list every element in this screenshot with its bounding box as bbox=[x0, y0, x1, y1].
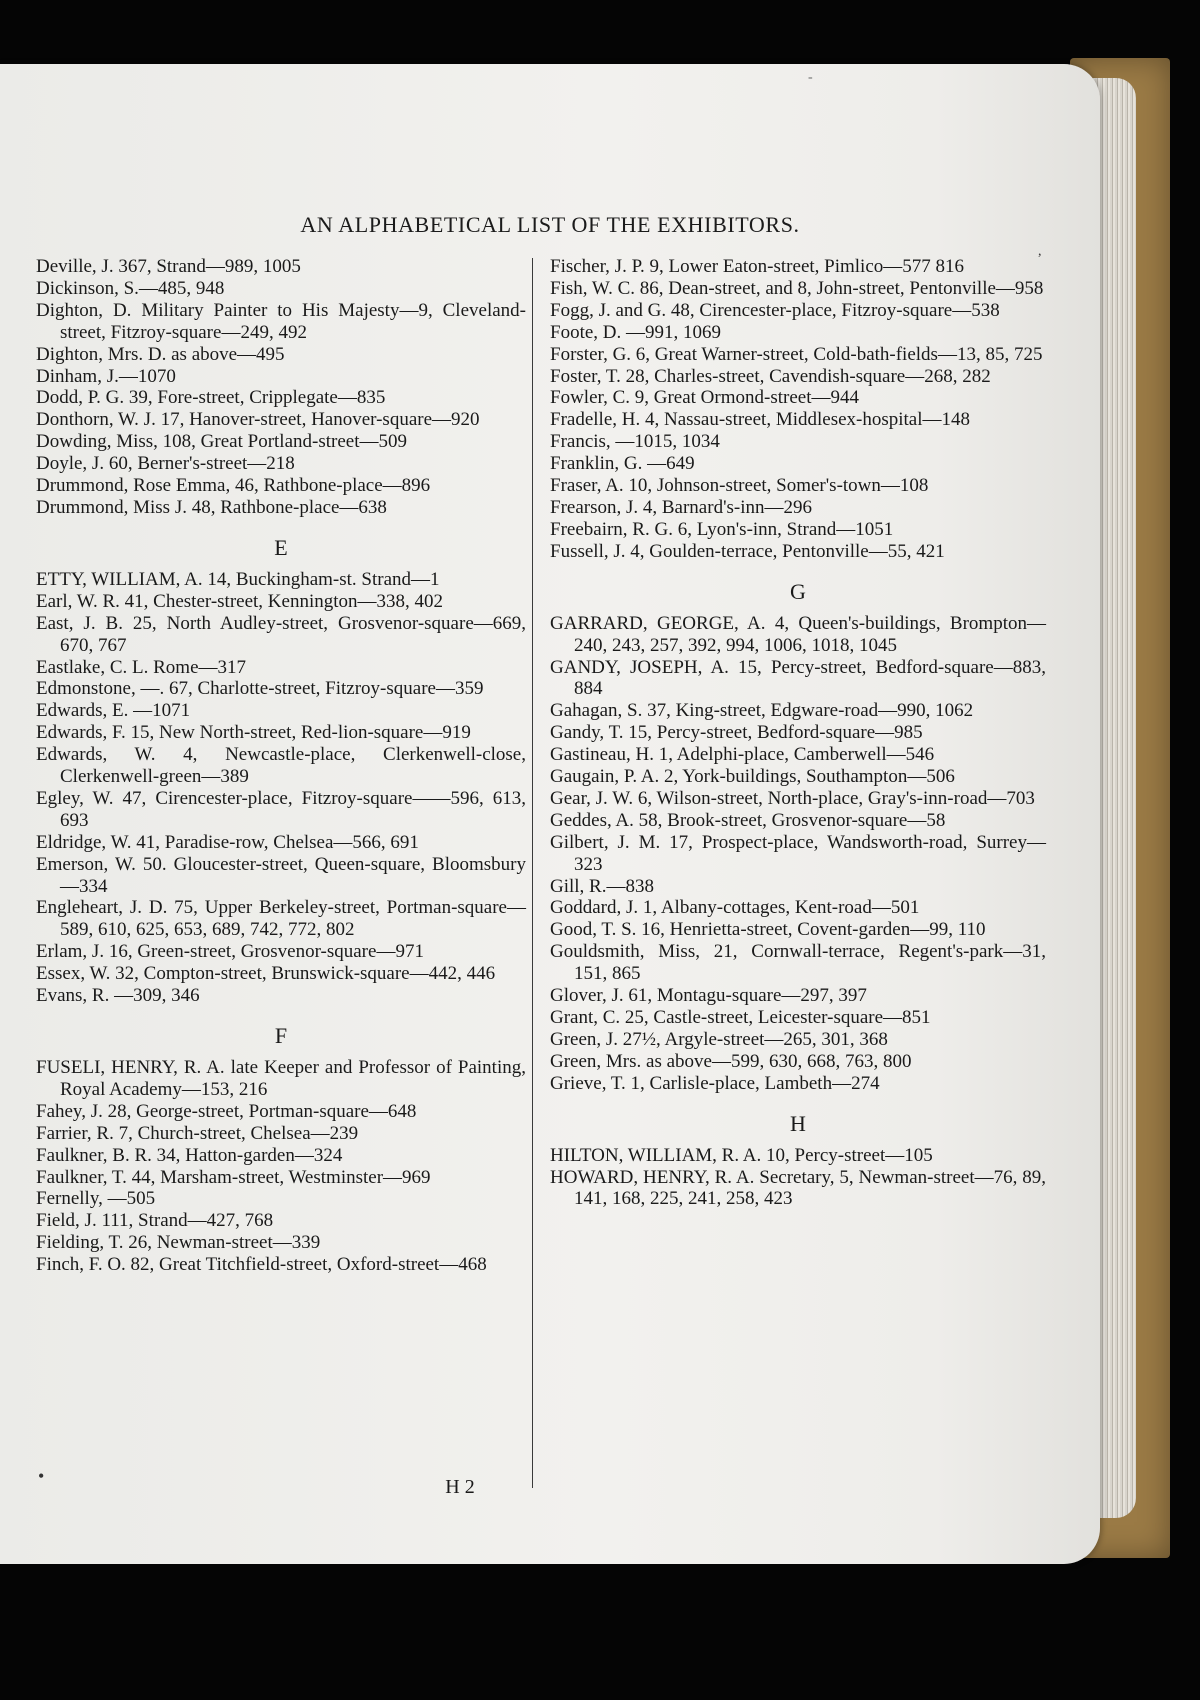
section-letter: H bbox=[790, 1110, 806, 1136]
exhibitor-entry: FUSELI, HENRY, R. A. late Keeper and Professor of Painting, Royal Academy—153, 216 bbox=[36, 1057, 526, 1100]
exhibitor-entry: Erlam, J. 16, Green-street, Grosvenor-square—971 bbox=[36, 941, 424, 963]
exhibitor-entry: Evans, R. —309, 346 bbox=[36, 985, 200, 1007]
exhibitor-entry: Freebairn, R. G. 6, Lyon's-inn, Strand—1051 bbox=[550, 518, 894, 540]
exhibitor-entry: Fielding, T. 26, Newman-street—339 bbox=[36, 1232, 321, 1254]
bottom-margin-dot: • bbox=[38, 1466, 45, 1486]
exhibitor-entry: Fogg, J. and G. 48, Cirencester-place, Fitzroy-square—538 bbox=[550, 299, 1000, 321]
exhibitor-entry: Green, Mrs. as above—599, 630, 668, 763, 800 bbox=[550, 1050, 912, 1072]
exhibitor-entry: Fischer, J. P. 9, Lower Eaton-street, Pimlico—577 816 bbox=[550, 256, 965, 277]
exhibitor-entry: Good, T. S. 16, Henrietta-street, Covent-garden—99, 110 bbox=[550, 919, 986, 941]
exhibitor-entry: Gastineau, H. 1, Adelphi-place, Camberwell—546 bbox=[550, 744, 935, 766]
left-column bbox=[36, 256, 526, 1276]
exhibitor-entry: Edwards, W. 4, Newcastle-place, Clerkenwell-close, Clerkenwell-green—389 bbox=[36, 744, 526, 788]
exhibitor-entry: Francis, —1015, 1034 bbox=[550, 431, 720, 453]
exhibitor-entry: Glover, J. 61, Montagu-square—297, 397 bbox=[550, 985, 867, 1007]
exhibitor-entry: Eldridge, W. 41, Paradise-row, Chelsea—566, 691 bbox=[36, 831, 419, 853]
exhibitor-entry: Grant, C. 25, Castle-street, Leicester-square—851 bbox=[550, 1007, 931, 1028]
exhibitor-entry: Forster, G. 6, Great Warner-street, Cold-bath-fields—13, 85, 725 bbox=[550, 343, 1043, 365]
exhibitor-entry: Fowler, C. 9, Great Ormond-street—944 bbox=[550, 387, 859, 409]
exhibitor-entry: Goddard, J. 1, Albany-cottages, Kent-road—501 bbox=[550, 897, 920, 919]
exhibitor-entry: Gill, R.—838 bbox=[550, 875, 654, 897]
exhibitor-entry: HILTON, WILLIAM, R. A. 10, Percy-street—105 bbox=[550, 1144, 933, 1166]
exhibitor-entry: Fussell, J. 4, Goulden-terrace, Pentonville—55, 421 bbox=[550, 540, 945, 562]
exhibitor-entry: Fahey, J. 28, George-street, Portman-square—648 bbox=[36, 1100, 417, 1122]
exhibitor-entry: Essex, W. 32, Compton-street, Brunswick-square—442, 446 bbox=[36, 963, 496, 985]
section-letter: E bbox=[274, 534, 288, 560]
exhibitor-entry: Faulkner, B. R. 34, Hatton-garden—324 bbox=[36, 1144, 343, 1166]
exhibitor-entry: East, J. B. 25, North Audley-street, Grosvenor-square—669, 670, 767 bbox=[36, 612, 526, 656]
exhibitor-entry: Engleheart, J. D. 75, Upper Berkeley-street, Portman-square—589, 610, 625, 653, 689, 742, 772, 802 bbox=[36, 897, 526, 941]
exhibitor-entry: Field, J. 111, Strand—427, 768 bbox=[36, 1210, 274, 1232]
exhibitor-entry: Dighton, D. Military Painter to His Majesty—9, Cleveland-street, Fitzroy-square—249, 492 bbox=[36, 299, 526, 343]
exhibitor-entry: Eastlake, C. L. Rome—317 bbox=[36, 656, 247, 678]
exhibitor-entry: GARRARD, GEORGE, A. 4, Queen's-buildings, Brompton—240, 243, 257, 392, 994, 1006, 1018, 1045 bbox=[550, 612, 1046, 656]
page-title: AN ALPHABETICAL LIST OF THE EXHIBITORS. bbox=[300, 212, 800, 237]
exhibitor-entry: Gandy, T. 15, Percy-street, Bedford-square—985 bbox=[550, 722, 923, 744]
exhibitor-entry: Emerson, W. 50. Gloucester-street, Queen-square, Bloomsbury—334 bbox=[36, 853, 526, 897]
exhibitor-entry: Grieve, T. 1, Carlisle-place, Lambeth—274 bbox=[550, 1072, 880, 1094]
exhibitor-entry: Drummond, Rose Emma, 46, Rathbone-place—896 bbox=[36, 475, 431, 497]
exhibitor-entry: Dighton, Mrs. D. as above—495 bbox=[36, 343, 285, 365]
exhibitor-entry: Dinham, J.—1070 bbox=[36, 365, 176, 387]
exhibitor-entry: Fradelle, H. 4, Nassau-street, Middlesex-hospital—148 bbox=[550, 409, 971, 431]
exhibitor-entry: Fraser, A. 10, Johnson-street, Somer's-town—108 bbox=[550, 475, 929, 497]
margin-mark: - bbox=[808, 70, 813, 85]
exhibitor-entry: Edwards, E. —1071 bbox=[36, 700, 191, 722]
exhibitor-entry: Fernelly, —505 bbox=[36, 1188, 156, 1210]
exhibitor-entry: Faulkner, T. 44, Marsham-street, Westminster—969 bbox=[36, 1166, 431, 1188]
exhibitor-entry: GANDY, JOSEPH, A. 15, Percy-street, Bedford-square—883, 884 bbox=[550, 656, 1046, 700]
exhibitor-entry: Deville, J. 367, Strand—989, 1005 bbox=[36, 256, 301, 277]
exhibitor-entry: Geddes, A. 58, Brook-street, Grosvenor-square—58 bbox=[550, 809, 946, 831]
signature-mark: H 2 bbox=[445, 1476, 475, 1498]
column-divider bbox=[532, 258, 533, 1488]
exhibitor-entry: Green, J. 27½, Argyle-street—265, 301, 368 bbox=[550, 1028, 888, 1050]
exhibitor-entry: Dickinson, S.—485, 948 bbox=[36, 277, 225, 299]
exhibitor-entry: Foster, T. 28, Charles-street, Cavendish-square—268, 282 bbox=[550, 365, 991, 387]
exhibitor-entry: Gahagan, S. 37, King-street, Edgware-road—990, 1062 bbox=[550, 700, 974, 722]
exhibitor-entry: Edwards, F. 15, New North-street, Red-lion-square—919 bbox=[36, 722, 471, 744]
exhibitor-entry: Finch, F. O. 82, Great Titchfield-street, Oxford-street—468 bbox=[36, 1254, 487, 1276]
exhibitor-entry: Foote, D. —991, 1069 bbox=[550, 321, 721, 343]
exhibitor-entry: Donthorn, W. J. 17, Hanover-street, Hanover-square—920 bbox=[36, 409, 480, 431]
exhibitor-entry: Gaugain, P. A. 2, York-buildings, Southampton—506 bbox=[550, 766, 955, 788]
exhibitor-entry: Dowding, Miss, 108, Great Portland-street—509 bbox=[36, 431, 407, 453]
exhibitor-entry: Gouldsmith, Miss, 21, Cornwall-terrace, Regent's-park—31, 151, 865 bbox=[550, 941, 1046, 985]
exhibitor-entry: ETTY, WILLIAM, A. 14, Buckingham-st. Strand—1 bbox=[36, 568, 440, 590]
exhibitor-entry: Gilbert, J. M. 17, Prospect-place, Wandsworth-road, Surrey—323 bbox=[550, 831, 1046, 875]
exhibitor-entry: Franklin, G. —649 bbox=[550, 453, 695, 475]
exhibitor-entry: Gear, J. W. 6, Wilson-street, North-place, Gray's-inn-road—703 bbox=[550, 787, 1035, 809]
exhibitor-entry: Farrier, R. 7, Church-street, Chelsea—239 bbox=[36, 1122, 359, 1144]
exhibitor-entry: Fish, W. C. 86, Dean-street, and 8, John-street, Pentonville—958 bbox=[550, 277, 1044, 299]
exhibitor-entry: Dodd, P. G. 39, Fore-street, Cripplegate—835 bbox=[36, 387, 386, 409]
exhibitor-entry: Drummond, Miss J. 48, Rathbone-place—638 bbox=[36, 496, 387, 518]
right-column bbox=[550, 256, 1046, 1210]
section-letter: F bbox=[274, 1023, 288, 1048]
stray-mark: , bbox=[1038, 244, 1042, 259]
exhibitor-entry: Earl, W. R. 41, Chester-street, Kennington—338, 402 bbox=[36, 590, 444, 612]
exhibitor-entry: HOWARD, HENRY, R. A. Secretary, 5, Newman-street—76, 89, 141, 168, 225, 241, 258, 423 bbox=[550, 1166, 1046, 1210]
exhibitor-entry: Egley, W. 47, Cirencester-place, Fitzroy-square——596, 613, 693 bbox=[36, 787, 526, 831]
exhibitor-entry: Doyle, J. 60, Berner's-street—218 bbox=[36, 453, 295, 475]
exhibitor-entry: Edmonstone, —. 67, Charlotte-street, Fitzroy-square—359 bbox=[36, 678, 484, 700]
section-letter: G bbox=[790, 578, 806, 604]
exhibitor-entry: Frearson, J. 4, Barnard's-inn—296 bbox=[550, 496, 812, 518]
